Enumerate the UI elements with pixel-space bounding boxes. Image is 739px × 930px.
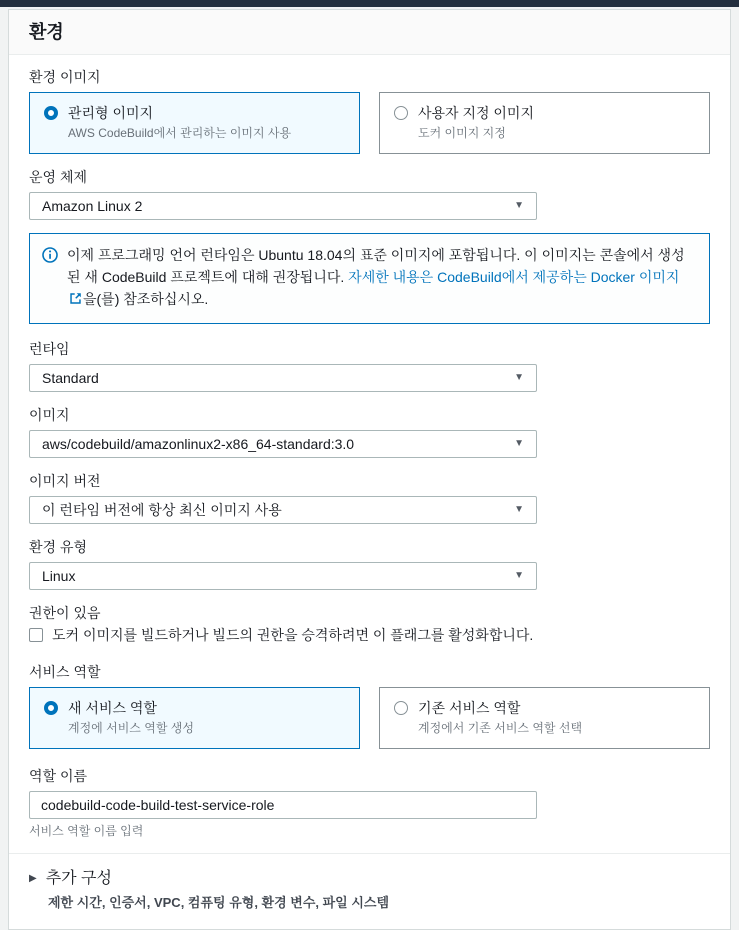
additional-configuration-title: 추가 구성 <box>45 870 112 887</box>
operating-system-field <box>29 169 710 220</box>
additional-configuration-toggle[interactable] <box>29 869 710 889</box>
external-link-icon <box>69 289 82 311</box>
runtime-value: Standard <box>42 370 99 386</box>
existing-service-role-title: 기존 서비스 역할 <box>418 700 521 716</box>
runtime-select[interactable] <box>29 364 537 392</box>
chevron-down-icon: ▼ <box>514 372 524 383</box>
managed-image-tile[interactable] <box>29 92 360 154</box>
environment-type-select[interactable] <box>29 562 537 590</box>
service-role-label: 서비스 역할 <box>29 664 101 680</box>
environment-section-card <box>8 9 731 930</box>
privileged-checkbox[interactable] <box>29 628 43 642</box>
image-version-select[interactable] <box>29 496 537 524</box>
environment-image-label: 환경 이미지 <box>29 69 101 85</box>
operating-system-select[interactable] <box>29 192 537 220</box>
image-field <box>29 407 710 458</box>
operating-system-label: 운영 체제 <box>29 169 87 185</box>
runtime-info-alert <box>29 233 710 324</box>
caret-right-icon: ▶ <box>29 873 37 884</box>
alert-text-before: 이제 프로그래밍 언어 런타임은 Ubuntu 18.04의 표준 이미지에 포함됩니다. 이 이미지는 콘솔에서 생성된 새 CodeBuild 프로젝트에 대해 권장됩니다. <box>67 247 685 285</box>
privileged-label: 권한이 있음 <box>29 605 101 621</box>
alert-text <box>67 244 695 311</box>
additional-configuration-section <box>9 853 730 929</box>
role-name-label: 역할 이름 <box>29 768 87 784</box>
alert-text-after: 을(를) 참조하십시오. <box>83 291 209 307</box>
image-value: aws/codebuild/amazonlinux2-x86_64-standard:3.0 <box>42 436 355 452</box>
role-name-field <box>29 768 710 839</box>
privileged-field <box>29 605 710 645</box>
chevron-down-icon: ▼ <box>514 504 524 515</box>
top-navigation-bar-edge <box>0 0 739 7</box>
existing-service-role-tile[interactable] <box>379 687 710 749</box>
image-version-value: 이 런타임 버전에 항상 최신 이미지 사용 <box>42 502 282 518</box>
image-version-label: 이미지 버전 <box>29 473 101 489</box>
radio-unselected-icon[interactable] <box>394 701 408 715</box>
runtime-field <box>29 341 710 392</box>
chevron-down-icon: ▼ <box>514 570 524 581</box>
environment-image-field <box>29 69 710 154</box>
chevron-down-icon: ▼ <box>514 438 524 449</box>
custom-image-title: 사용자 지정 이미지 <box>418 105 534 121</box>
radio-selected-icon[interactable] <box>44 701 58 715</box>
privileged-checkbox-label[interactable]: 도커 이미지를 빌드하거나 빌드의 권한을 승격하려면 이 플래그를 활성화합니다. <box>52 627 534 643</box>
radio-unselected-icon[interactable] <box>394 106 408 120</box>
service-role-field <box>29 664 710 749</box>
environment-type-label: 환경 유형 <box>29 539 87 555</box>
new-service-role-tile[interactable] <box>29 687 360 749</box>
image-select[interactable] <box>29 430 537 458</box>
custom-image-desc: 도커 이미지 지정 <box>418 126 506 140</box>
operating-system-value: Amazon Linux 2 <box>42 198 143 214</box>
image-version-field <box>29 473 710 524</box>
role-name-hint: 서비스 역할 이름 입력 <box>29 824 144 838</box>
additional-configuration-desc: 제한 시간, 인증서, VPC, 컴퓨팅 유형, 환경 변수, 파일 시스템 <box>48 895 390 910</box>
environment-type-field <box>29 539 710 590</box>
custom-image-tile[interactable] <box>379 92 710 154</box>
page-title: 환경 <box>29 22 64 42</box>
info-circle-icon <box>42 247 58 266</box>
existing-service-role-desc: 계정에서 기존 서비스 역할 선택 <box>418 721 583 735</box>
new-service-role-title: 새 서비스 역할 <box>68 700 157 716</box>
managed-image-desc: AWS CodeBuild에서 관리하는 이미지 사용 <box>68 126 292 140</box>
image-label: 이미지 <box>29 407 70 423</box>
role-name-input[interactable] <box>29 791 537 819</box>
runtime-label: 런타임 <box>29 341 70 357</box>
new-service-role-desc: 계정에 서비스 역할 생성 <box>68 721 194 735</box>
chevron-down-icon: ▼ <box>514 200 524 211</box>
managed-image-title: 관리형 이미지 <box>68 105 154 121</box>
section-header <box>9 10 730 55</box>
radio-selected-icon[interactable] <box>44 106 58 120</box>
environment-type-value: Linux <box>42 568 76 584</box>
docker-images-link[interactable]: 자세한 내용은 CodeBuild에서 제공하는 Docker 이미지 <box>348 269 680 285</box>
